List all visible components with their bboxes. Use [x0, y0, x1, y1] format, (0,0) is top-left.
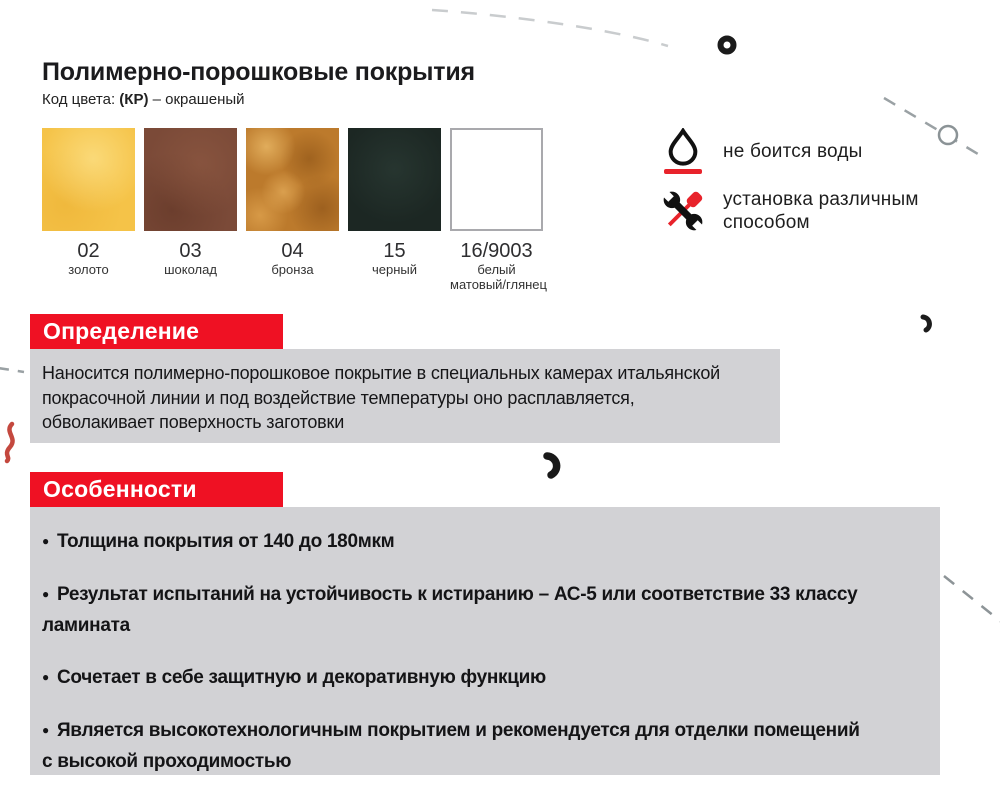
swatch-white — [450, 128, 547, 292]
swatch-bronze — [246, 128, 339, 292]
swatch-gold — [42, 128, 135, 292]
subtitle-prefix: Код цвета: — [42, 91, 120, 108]
dashed-line-bottom-right — [944, 576, 1000, 624]
water-drop-icon — [656, 128, 710, 174]
donut-dot — [721, 39, 734, 52]
features-body-block — [30, 507, 940, 775]
white-color-swatch — [450, 128, 543, 231]
swatch-code: 16/9003 — [460, 240, 533, 262]
subtitle-code: (КР) — [119, 91, 149, 108]
swatch-chocolate — [144, 128, 237, 292]
header — [42, 58, 475, 108]
swatch-code: 02 — [77, 240, 100, 262]
swatch-code: 15 — [383, 240, 406, 262]
tools-icon — [656, 185, 710, 237]
swatch-black — [348, 128, 441, 292]
bronze-color-swatch — [246, 128, 339, 231]
benefits-list — [656, 128, 956, 248]
dashed-curve-top — [432, 10, 668, 46]
definition-text: Наносится полимерно-порошковое покрытие в специальных камерах итальянской покрасочной линии и под воздействие температуры оно расплавляется, обволакивает поверхность заготовки — [42, 363, 721, 432]
swatch-name: бронза — [271, 262, 314, 277]
gold-color-swatch — [42, 128, 135, 231]
feature-bullet: ● Толщина покрытия от 140 до 180мкм — [42, 527, 862, 558]
red-squiggle-decoration — [7, 424, 13, 461]
benefit-water — [656, 128, 956, 174]
red-underline — [664, 169, 702, 174]
swatch-code: 04 — [281, 240, 304, 262]
feature-bullet: ● Результат испытаний на устойчивость к истиранию – АС-5 или соответствие 33 классу ламината — [42, 580, 862, 641]
feature-bullet: ● Является высокотехнологичным покрытием и рекомендуется для отделки помещений с высокой проходимостью — [42, 716, 862, 775]
dashed-line-left — [0, 368, 24, 372]
feature-bullet: ● Сочетает в себе защитную и декоративную функцию — [42, 663, 862, 694]
swatch-code: 03 — [179, 240, 202, 262]
definition-heading: Определение — [30, 314, 283, 349]
comma-decoration-large — [547, 456, 557, 475]
page-title: Полимерно-порошковые покрытия — [42, 58, 475, 86]
swatch-name: золото — [68, 262, 109, 277]
swatch-name: шоколад — [164, 262, 217, 277]
benefit-label-line2: способом — [723, 212, 810, 233]
features-heading: Особенности — [30, 472, 283, 507]
swatch-name: белый — [477, 262, 516, 277]
benefit-label: не боится воды — [723, 140, 863, 162]
benefit-installation — [656, 185, 956, 237]
color-swatch-row — [42, 128, 547, 292]
color-code-subtitle — [42, 91, 475, 108]
chocolate-color-swatch — [144, 128, 237, 231]
benefit-label-line1: установка различным — [723, 189, 919, 210]
swatch-name-line2: матовый/глянец — [450, 277, 547, 292]
swatch-name: черный — [371, 262, 418, 277]
subtitle-suffix: – окрашеный — [148, 91, 245, 108]
definition-body-block — [30, 349, 780, 443]
benefit-label — [723, 188, 919, 234]
black-color-swatch — [348, 128, 441, 231]
comma-decoration-small — [923, 317, 929, 330]
